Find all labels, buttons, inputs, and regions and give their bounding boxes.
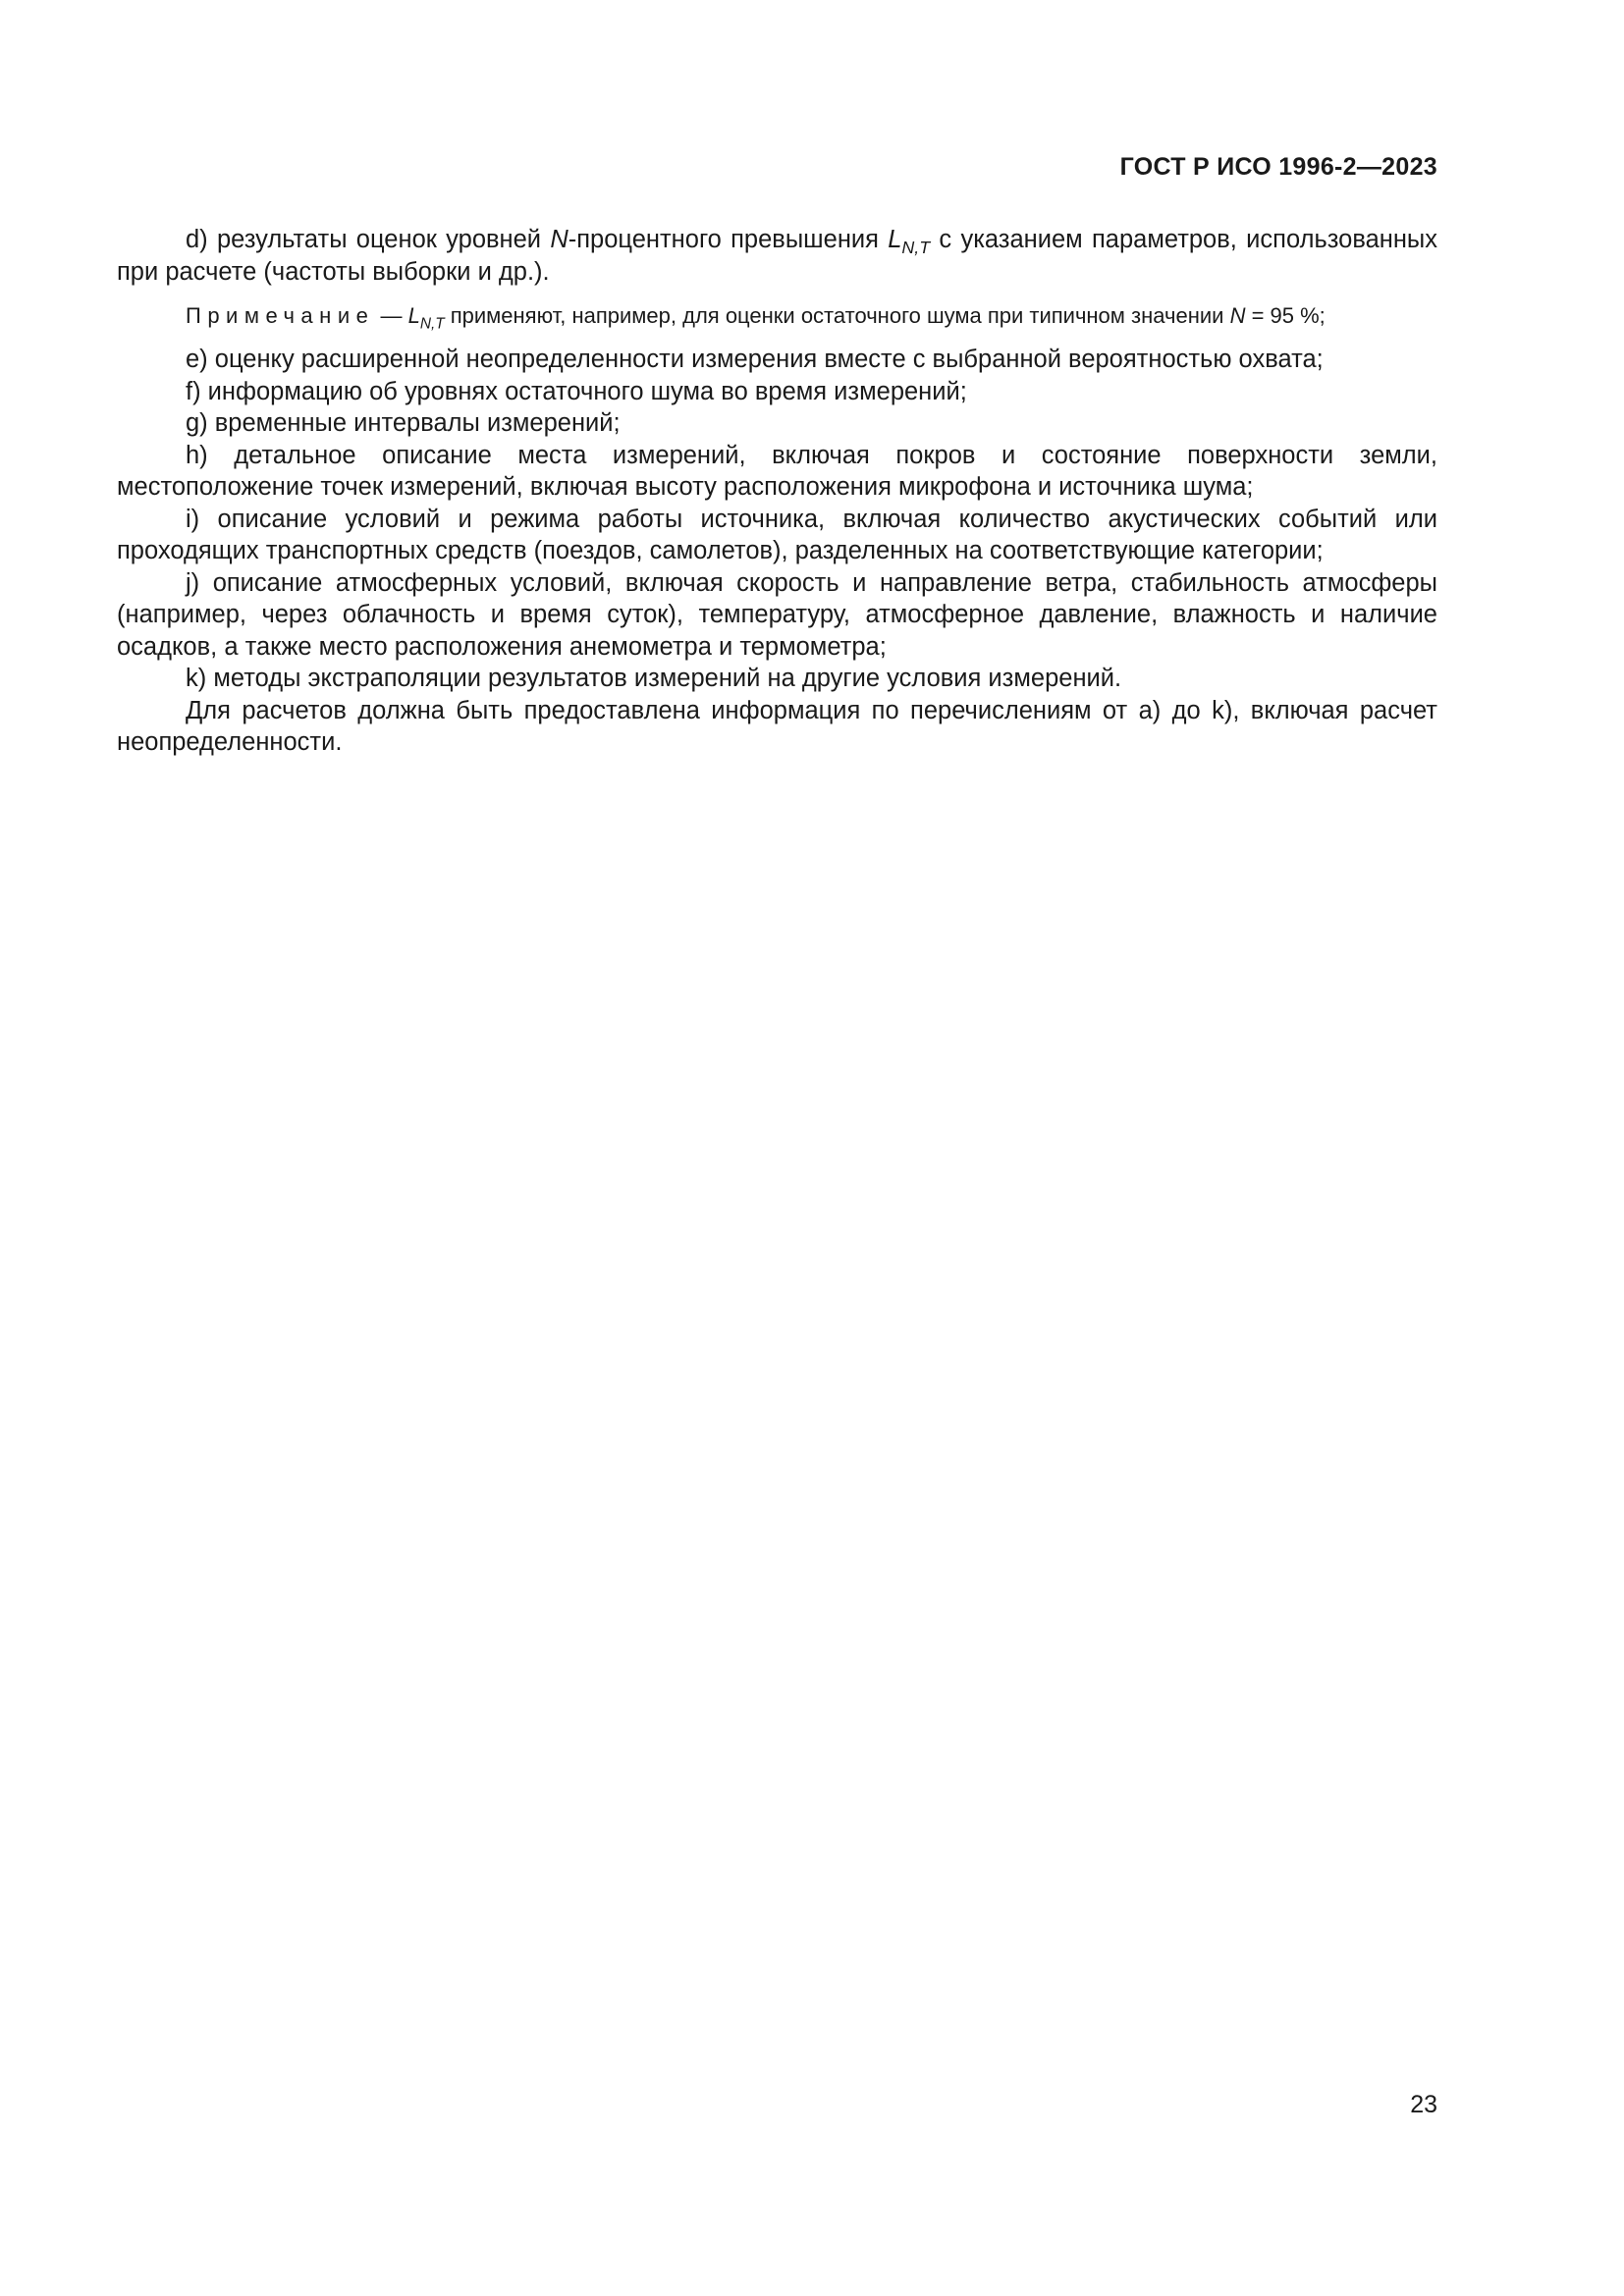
list-item-g: g) временные интервалы измерений;: [186, 409, 621, 437]
page-number: 23: [1410, 2091, 1437, 2118]
item-d-suffix: с указанием параметров, использованных при расчете (частоты выборки и др.).: [117, 226, 1438, 286]
list-item-h: h) детальное описание места измерений, включая покров и состояние поверхности земли, местоположение точек измерений, включая высоту расположения микрофона и источника шума;: [117, 441, 1437, 501]
note-text: применяют, например, для оценки остаточного шума при типичном значении: [444, 303, 1230, 328]
document-body: [117, 224, 1437, 759]
item-d-var-n: N: [550, 226, 568, 253]
closing-paragraph: Для расчетов должна быть предоставлена информация по перечислениям от a) до k), включая расчет неопределенности.: [117, 696, 1437, 756]
list-item-k: k) методы экстраполяции результатов измерений на другие условия измерений.: [186, 665, 1122, 692]
list-item-j: j) описание атмосферных условий, включая скорость и направление ветра, стабильность атмосферы (например, через облачность и время суток), температуру, атмосферное давление, влажность и наличие осадков, а также место расположения анемометра и термометра;: [117, 568, 1437, 661]
note-var-n: N: [1229, 303, 1246, 328]
item-d-prefix: d) результаты оценок уровней: [186, 226, 551, 253]
note-symbol: L: [407, 303, 420, 328]
note-label: Примечание: [186, 303, 375, 328]
document-header: ГОСТ Р ИСО 1996-2—2023: [1119, 153, 1437, 181]
list-item-f: f) информацию об уровнях остаточного шума во время измерений;: [186, 377, 967, 405]
note-paragraph: [117, 301, 1437, 333]
note-symbol-subscript: N,T: [419, 315, 445, 333]
note-value: = 95 %;: [1245, 303, 1326, 328]
list-item-e: e) оценку расширенной неопределенности измерения вместе с выбранной вероятностью охвата;: [186, 346, 1324, 373]
note-dash: —: [374, 303, 408, 328]
list-item-d: [117, 224, 1437, 288]
item-d-symbol-subscript: N,T: [901, 238, 931, 258]
item-d-mid: -процентного превышения: [568, 226, 889, 253]
item-d-symbol: L: [888, 226, 902, 253]
list-item-i: i) описание условий и режима работы источника, включая количество акустических событий или проходящих транспортных средств (поездов, самолетов), разделенных на соответствующие категории;: [117, 505, 1437, 564]
